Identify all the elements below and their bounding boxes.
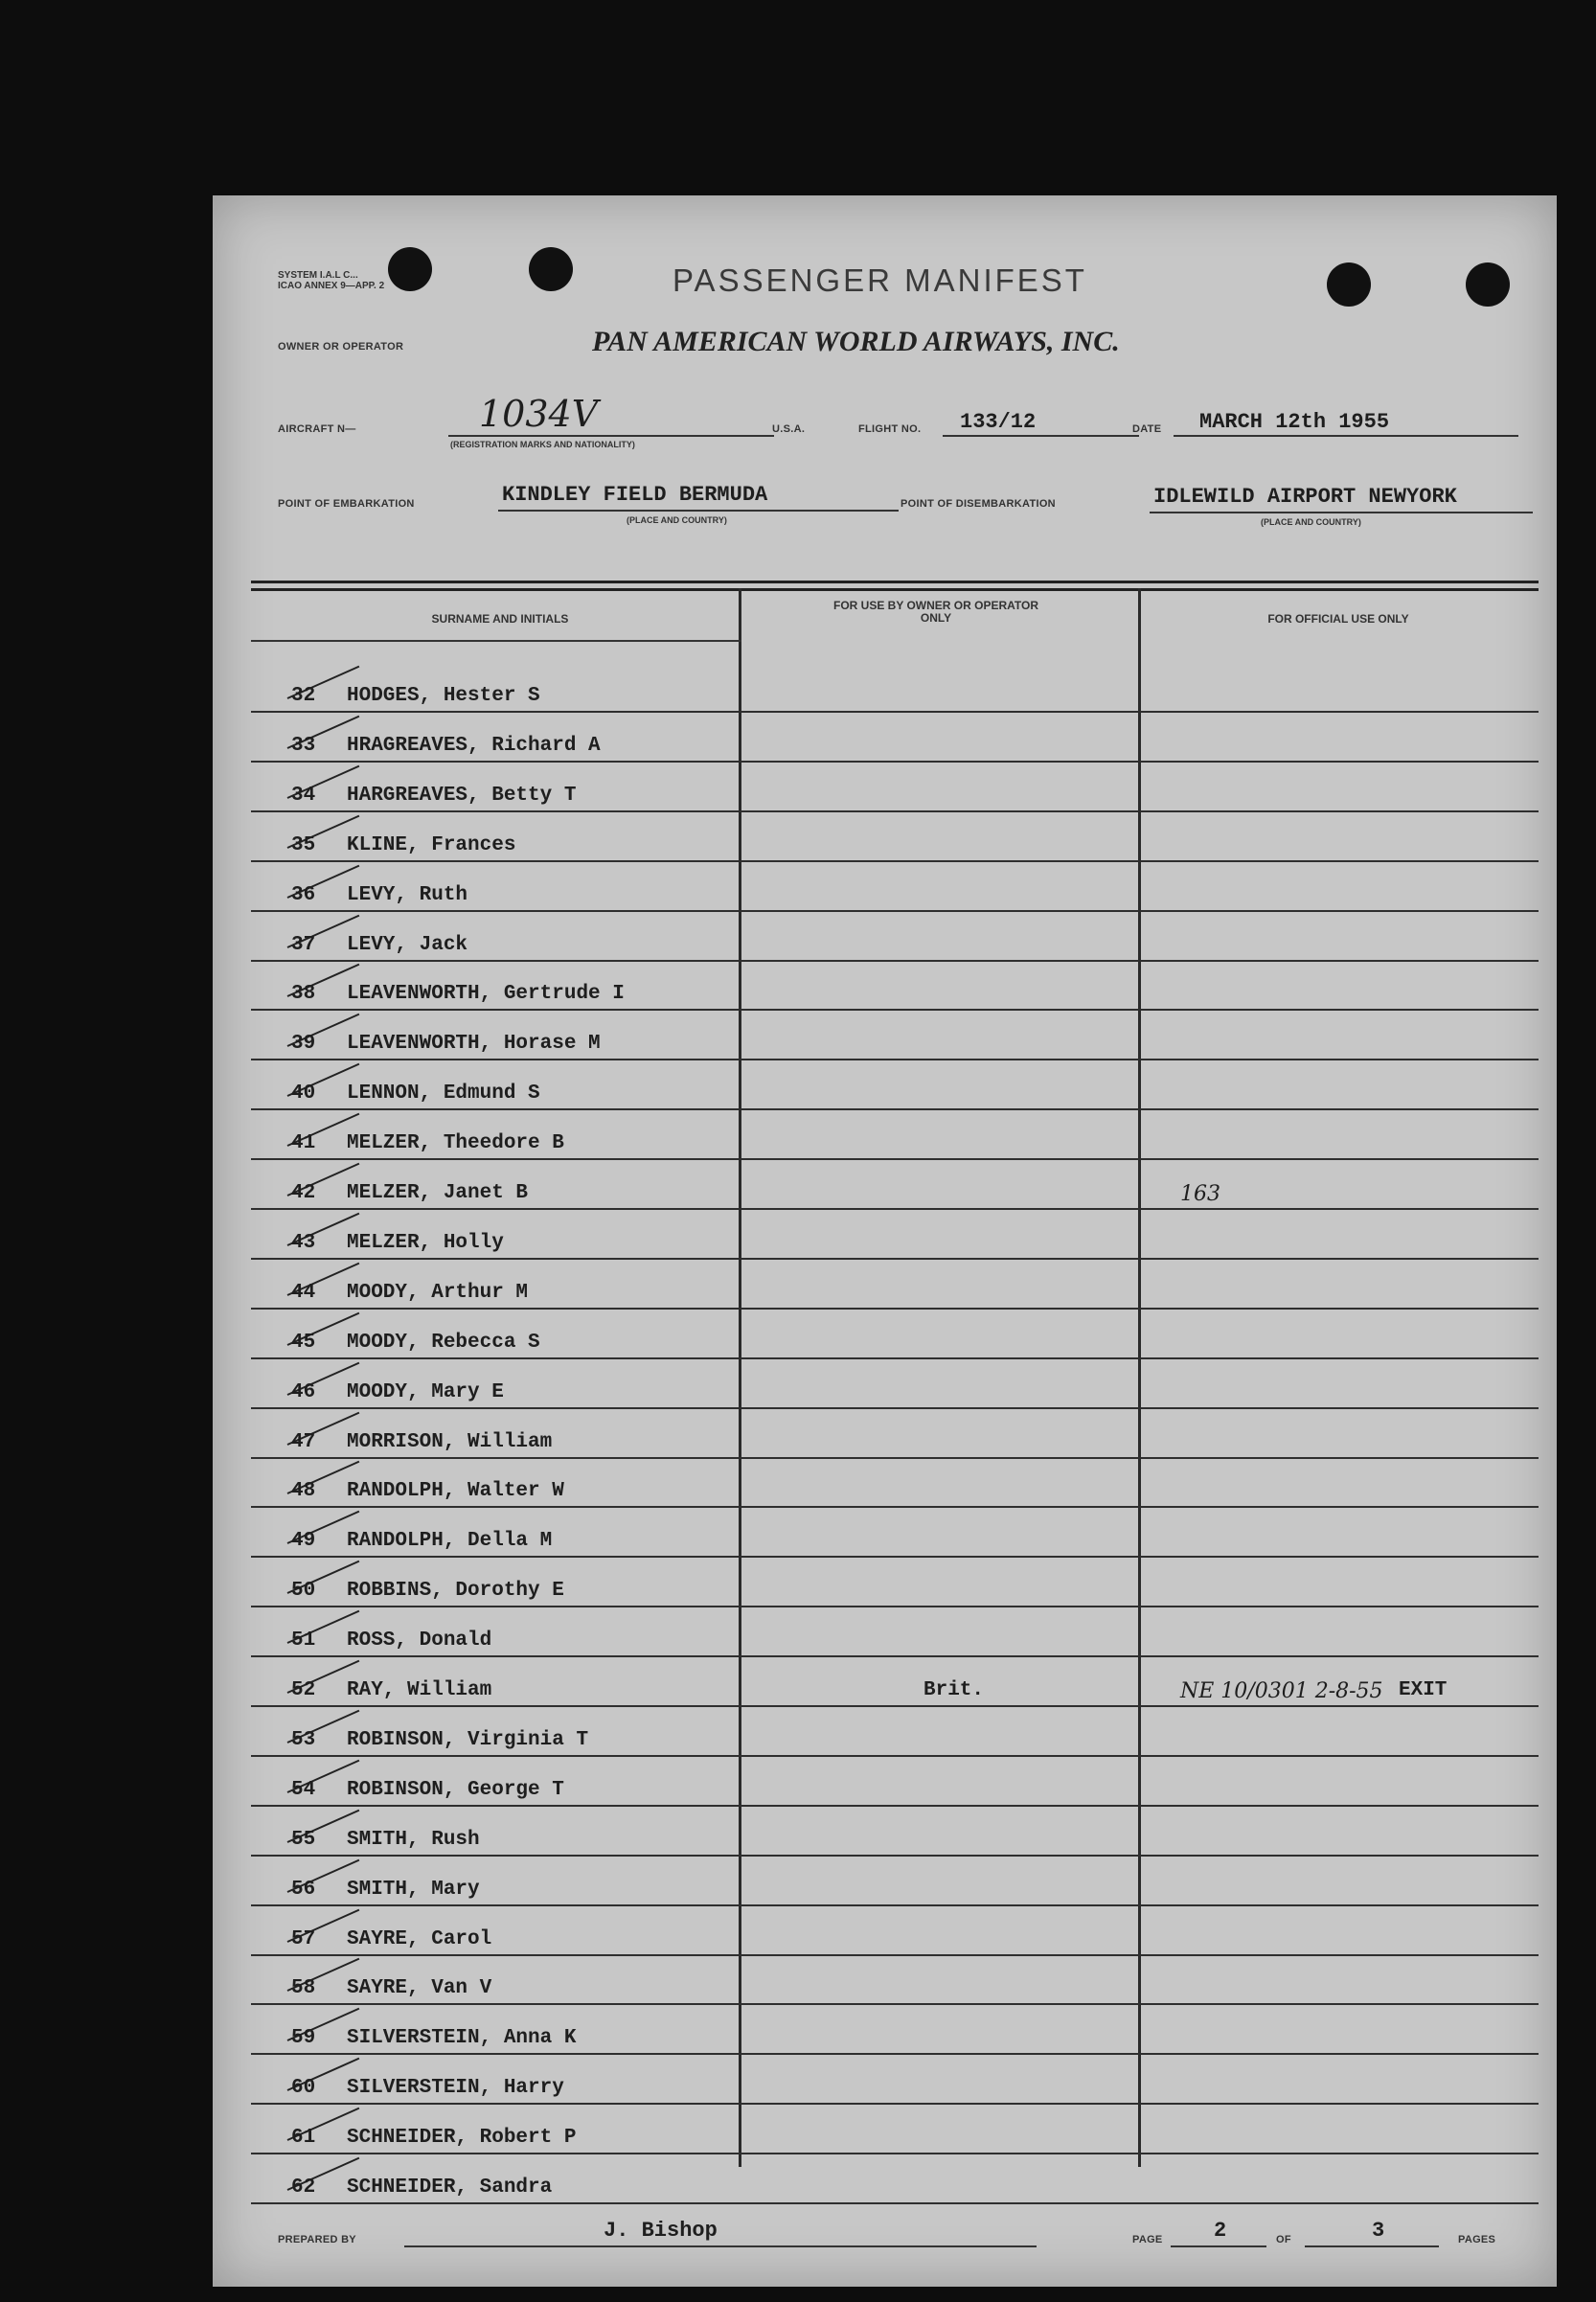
official-use-cell: 163: [1180, 1182, 1220, 1206]
page-label: PAGE: [1132, 2234, 1163, 2245]
table-row: [251, 812, 1539, 862]
owner-label: OWNER OR OPERATOR: [278, 341, 404, 353]
passenger-number: 42: [291, 1182, 316, 1204]
passenger-number: 43: [291, 1231, 316, 1254]
registration-caption: (REGISTRATION MARKS AND NATIONALITY): [450, 440, 635, 449]
passenger-number: 54: [291, 1778, 316, 1801]
col-header-surname: SURNAME AND INITIALS: [431, 612, 569, 626]
passenger-name: ROSS, Donald: [347, 1630, 492, 1652]
date-label: DATE: [1132, 423, 1162, 435]
passenger-number: 60: [291, 2077, 316, 2100]
table-row: [251, 1807, 1539, 1857]
passenger-name: HODGES, Hester S: [347, 685, 540, 707]
table-row: [251, 1458, 1539, 1508]
passenger-name: LEAVENWORTH, Horase M: [347, 1033, 601, 1056]
pages-label: PAGES: [1458, 2234, 1496, 2245]
passenger-number: 37: [291, 933, 316, 956]
passenger-number: 52: [291, 1679, 316, 1701]
passenger-name: MOODY, Mary E: [347, 1380, 504, 1403]
prepared-label: PREPARED BY: [278, 2234, 356, 2245]
passenger-number: 57: [291, 1927, 316, 1950]
col-header-owner-use: FOR USE BY OWNER OR OPERATOR ONLY: [832, 599, 1039, 625]
passenger-number: 58: [291, 1977, 316, 2000]
col-header-official-use: FOR OFFICIAL USE ONLY: [1267, 612, 1409, 626]
table-row: [251, 961, 1539, 1011]
passenger-number: 61: [291, 2127, 316, 2150]
table-row: [251, 862, 1539, 912]
table-row: [251, 1607, 1539, 1657]
passenger-name: ROBINSON, Virginia T: [347, 1728, 589, 1751]
passenger-number: 41: [291, 1132, 316, 1155]
embark-caption: (PLACE AND COUNTRY): [627, 515, 727, 525]
date-value: MARCH 12th 1955: [1199, 410, 1390, 434]
passenger-name: MOODY, Rebecca S: [347, 1331, 540, 1354]
page-title: PASSENGER MANIFEST: [673, 262, 1087, 298]
table-row: [251, 2154, 1539, 2204]
aircraft-value: 1034V: [479, 393, 599, 435]
passenger-number: 32: [291, 685, 316, 707]
disembark-label: POINT OF DISEMBARKATION: [901, 498, 1056, 510]
punch-hole: [1327, 262, 1371, 307]
passenger-name: LEVY, Ruth: [347, 883, 468, 906]
passenger-number: 45: [291, 1331, 316, 1354]
manifest-sheet: [213, 195, 1557, 2287]
disembark-caption: (PLACE AND COUNTRY): [1261, 517, 1361, 527]
form-code-line2: ICAO ANNEX 9—APP. 2: [278, 281, 385, 291]
passenger-number: 40: [291, 1083, 316, 1105]
official-use-status: EXIT: [1399, 1679, 1448, 1701]
table-row: [251, 1260, 1539, 1310]
passenger-name: KLINE, Frances: [347, 833, 516, 856]
passenger-name: ROBBINS, Dorothy E: [347, 1580, 564, 1603]
table-row: [251, 912, 1539, 962]
flight-label: FLIGHT NO.: [858, 423, 922, 435]
embark-value: KINDLEY FIELD BERMUDA: [502, 483, 768, 507]
table-row: [251, 1210, 1539, 1260]
table-row: [251, 1060, 1539, 1110]
table-row: [251, 2105, 1539, 2154]
passenger-number: 44: [291, 1281, 316, 1304]
passenger-number: 62: [291, 2177, 316, 2199]
table-row: [251, 1160, 1539, 1210]
usa-label: U.S.A.: [772, 423, 806, 435]
passenger-name: HARGREAVES, Betty T: [347, 784, 577, 807]
disembark-value: IDLEWILD AIRPORT NEWYORK: [1153, 485, 1457, 509]
table-row: [251, 1707, 1539, 1757]
aircraft-label: AIRCRAFT N—: [278, 423, 356, 435]
of-value: 3: [1372, 2219, 1385, 2243]
table-row: [251, 1955, 1539, 2005]
prepared-value: J. Bishop: [604, 2219, 718, 2243]
page-value: 2: [1214, 2219, 1227, 2243]
passenger-number: 39: [291, 1033, 316, 1056]
passenger-name: MORRISON, William: [347, 1430, 553, 1453]
passenger-name: SILVERSTEIN, Anna K: [347, 2027, 577, 2050]
passenger-name: MELZER, Janet B: [347, 1182, 529, 1204]
passenger-name: RANDOLPH, Della M: [347, 1530, 553, 1553]
passenger-name: RANDOLPH, Walter W: [347, 1480, 564, 1503]
table-row: [251, 1657, 1539, 1707]
passenger-name: SILVERSTEIN, Harry: [347, 2077, 564, 2100]
passenger-number: 36: [291, 883, 316, 906]
table-row: [251, 1508, 1539, 1558]
passenger-name: MOODY, Arthur M: [347, 1281, 529, 1304]
table-row: [251, 1011, 1539, 1060]
passenger-name: ROBINSON, George T: [347, 1778, 564, 1801]
passenger-number: 38: [291, 983, 316, 1006]
table-row: [251, 1757, 1539, 1807]
passenger-name: MELZER, Holly: [347, 1231, 504, 1254]
passenger-number: 50: [291, 1580, 316, 1603]
passenger-number: 47: [291, 1430, 316, 1453]
passenger-name: SCHNEIDER, Robert P: [347, 2127, 577, 2150]
passenger-name: SMITH, Mary: [347, 1878, 480, 1901]
passenger-name: SCHNEIDER, Sandra: [347, 2177, 553, 2199]
table-row: [251, 713, 1539, 763]
passenger-number: 35: [291, 833, 316, 856]
of-label: OF: [1276, 2234, 1291, 2245]
passenger-number: 53: [291, 1728, 316, 1751]
flight-value: 133/12: [960, 410, 1037, 434]
table-row: [251, 1906, 1539, 1956]
row-rule: [251, 2202, 1539, 2204]
table-row: [251, 1359, 1539, 1409]
official-use-cell: NE 10/0301 2-8-55: [1180, 1679, 1383, 1703]
passenger-name: RAY, William: [347, 1679, 492, 1701]
passenger-name: SAYRE, Carol: [347, 1927, 492, 1950]
passenger-name: LENNON, Edmund S: [347, 1083, 540, 1105]
passenger-number: 55: [291, 1828, 316, 1851]
table-row: [251, 1110, 1539, 1160]
passenger-number: 56: [291, 1878, 316, 1901]
table-row: [251, 1310, 1539, 1359]
table-row: [251, 1409, 1539, 1459]
table-row: [251, 2005, 1539, 2055]
passenger-number: 34: [291, 784, 316, 807]
embark-label: POINT OF EMBARKATION: [278, 498, 415, 510]
owner-value: PAN AMERICAN WORLD AIRWAYS, INC.: [592, 326, 1120, 357]
punch-hole: [529, 247, 573, 291]
passenger-number: 33: [291, 734, 316, 757]
table-row: [251, 2055, 1539, 2105]
owner-use-cell: Brit.: [923, 1679, 984, 1701]
passenger-number: 51: [291, 1630, 316, 1652]
table-row: [251, 763, 1539, 812]
passenger-name: HRAGREAVES, Richard A: [347, 734, 601, 757]
form-code: [278, 270, 384, 291]
passenger-number: 49: [291, 1530, 316, 1553]
passenger-number: 48: [291, 1480, 316, 1503]
punch-hole: [1466, 262, 1510, 307]
form-code-line1: SYSTEM I.A.L C...: [278, 270, 358, 281]
passenger-number: 59: [291, 2027, 316, 2050]
table-row: [251, 1857, 1539, 1906]
passenger-name: SMITH, Rush: [347, 1828, 480, 1851]
passenger-name: SAYRE, Van V: [347, 1977, 492, 2000]
table-row: [251, 1558, 1539, 1607]
passenger-name: LEAVENWORTH, Gertrude I: [347, 983, 625, 1006]
passenger-name: MELZER, Theedore B: [347, 1132, 564, 1155]
passenger-number: 46: [291, 1380, 316, 1403]
punch-hole: [388, 247, 432, 291]
table-row: [251, 663, 1539, 713]
passenger-name: LEVY, Jack: [347, 933, 468, 956]
